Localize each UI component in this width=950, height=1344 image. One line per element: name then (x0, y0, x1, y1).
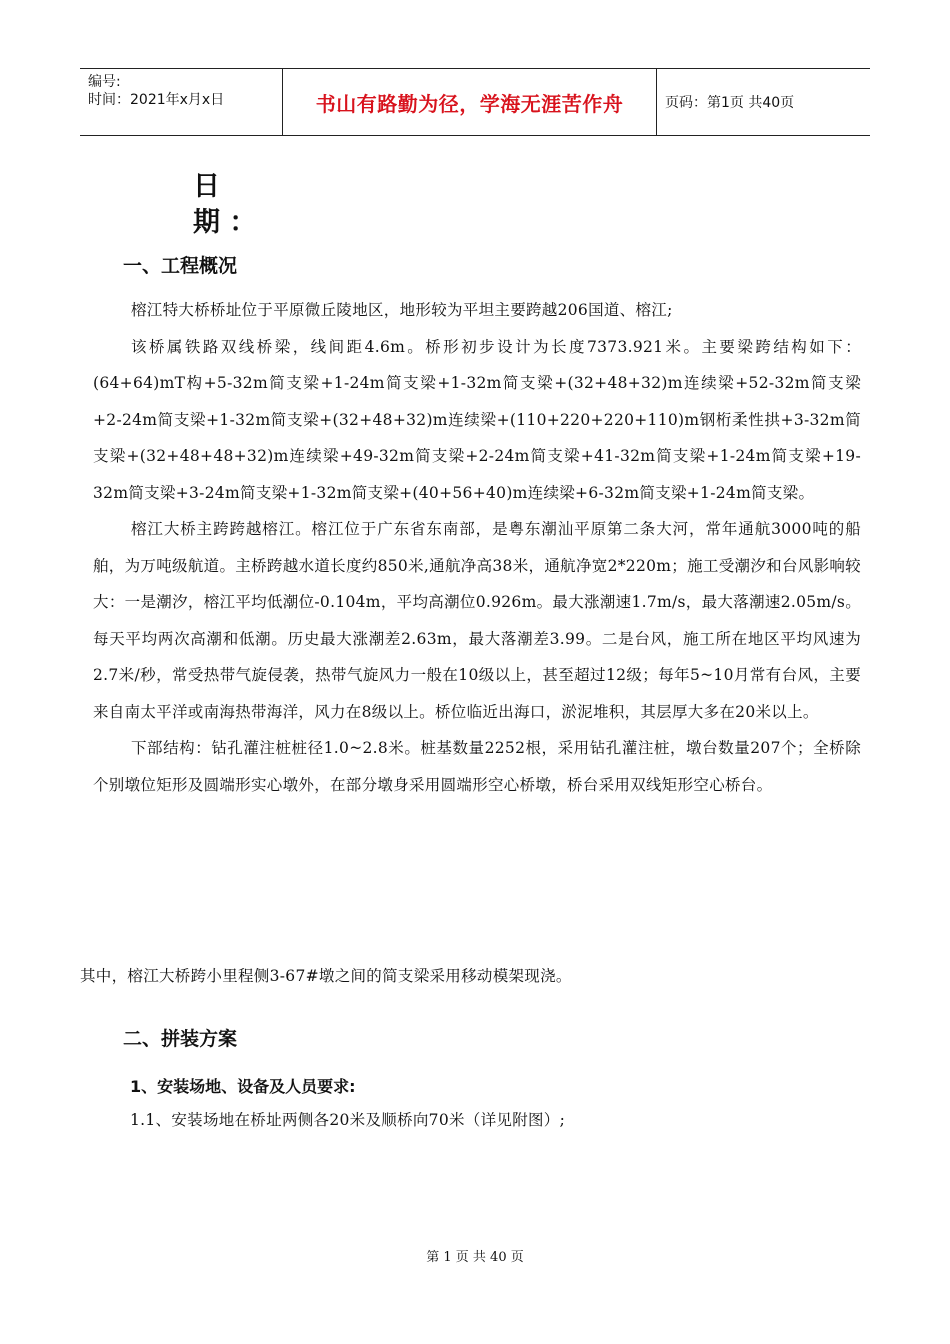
subsection-title-site-requirements: 1、安装场地、设备及人员要求: (130, 1077, 356, 1096)
site-requirement-item: 1.1、安装场地在桥址两侧各20米及顺桥向70米（详见附图）; (130, 1111, 566, 1129)
date-label-line1: 日 (193, 171, 220, 202)
document-time-label: 时间：2021年x月x日 (88, 92, 225, 108)
page-footer: 第 1 页 共 40 页 (426, 1250, 524, 1265)
overview-paragraph: 榕江特大桥桥址位于平原微丘陵地区，地形较为平坦主要跨越206国道、榕江; (131, 301, 673, 319)
header-motto: 书山有路勤为径，学海无涯苦作舟 (283, 69, 657, 135)
overview-paragraph: 榕江大桥主跨跨越榕江。榕江位于广东省东南部，是粤东潮汕平原第二条大河，常年通航3000吨的船舶，为万吨级航道。主桥跨越水道长度约850米,通航净高38米，通航净宽2*220m；施工受潮汐和台风影响较大：一是潮汐，榕江平均低潮位-0.104m，平均高潮位0.926m。最大涨潮速1.7m/s，最大落潮速2.05m/s。每天平均两次高潮和低潮。历史最大涨潮差2.63m，最大落潮差3.99。二是台风，施工所在地区平均风速为2.7米/秒，常受热带气旋侵袭，热带气旋风力一般在10级以上，甚至超过12级；每年5~10月常有台风，主要来自南太平洋或南海热带海洋，风力在8级以上。桥位临近出海口，淤泥堆积，其层厚大多在20米以上。 (93, 520, 861, 721)
page-header (80, 68, 870, 136)
header-page-info: 页码：第1页 共40页 (665, 95, 795, 111)
section-title-assembly: 二、拼装方案 (123, 1028, 238, 1050)
overview-paragraph: 其中，榕江大桥跨小里程侧3-67#墩之间的简支梁采用移动模架现浇。 (80, 967, 572, 985)
overview-paragraph: 该桥属铁路双线桥梁，线间距4.6m。桥形初步设计为长度7373.921米。主要梁跨结构如下：(64+64)mT构+5-32m简支梁+1-24m简支梁+1-32m简支梁+(32+48+32)m连续梁+52-32m简支梁+2-24m简支梁+1-32m简支梁+(32+48+32)m连续梁+(110+220+220+110)m钢桁柔性拱+3-32m简支梁+(32+48+48+32)m连续梁+49-32m简支梁+2-24m简支梁+41-32m简支梁+1-24m简支梁+19-32m简支梁+3-24m简支梁+1-32m简支梁+(40+56+40)m连续梁+6-32m简支梁+1-24m简支梁。 (93, 337, 861, 502)
overview-body (93, 292, 861, 803)
document-number-label: 编号: (88, 74, 121, 90)
section-title-overview: 一、工程概况 (123, 255, 238, 277)
site-requirements-body (130, 1102, 860, 1139)
overview-last-line (80, 958, 870, 995)
date-label-line2: 期 ： (193, 207, 257, 238)
overview-paragraph: 下部结构：钻孔灌注桩桩径1.0~2.8米。桩基数量2252根，采用钻孔灌注桩，墩台数量207个；全桥除个别墩位矩形及圆端形实心墩外，在部分墩身采用圆端形空心桥墩，桥台采用双线矩形空心桥台。 (93, 739, 861, 794)
header-meta (80, 69, 283, 135)
